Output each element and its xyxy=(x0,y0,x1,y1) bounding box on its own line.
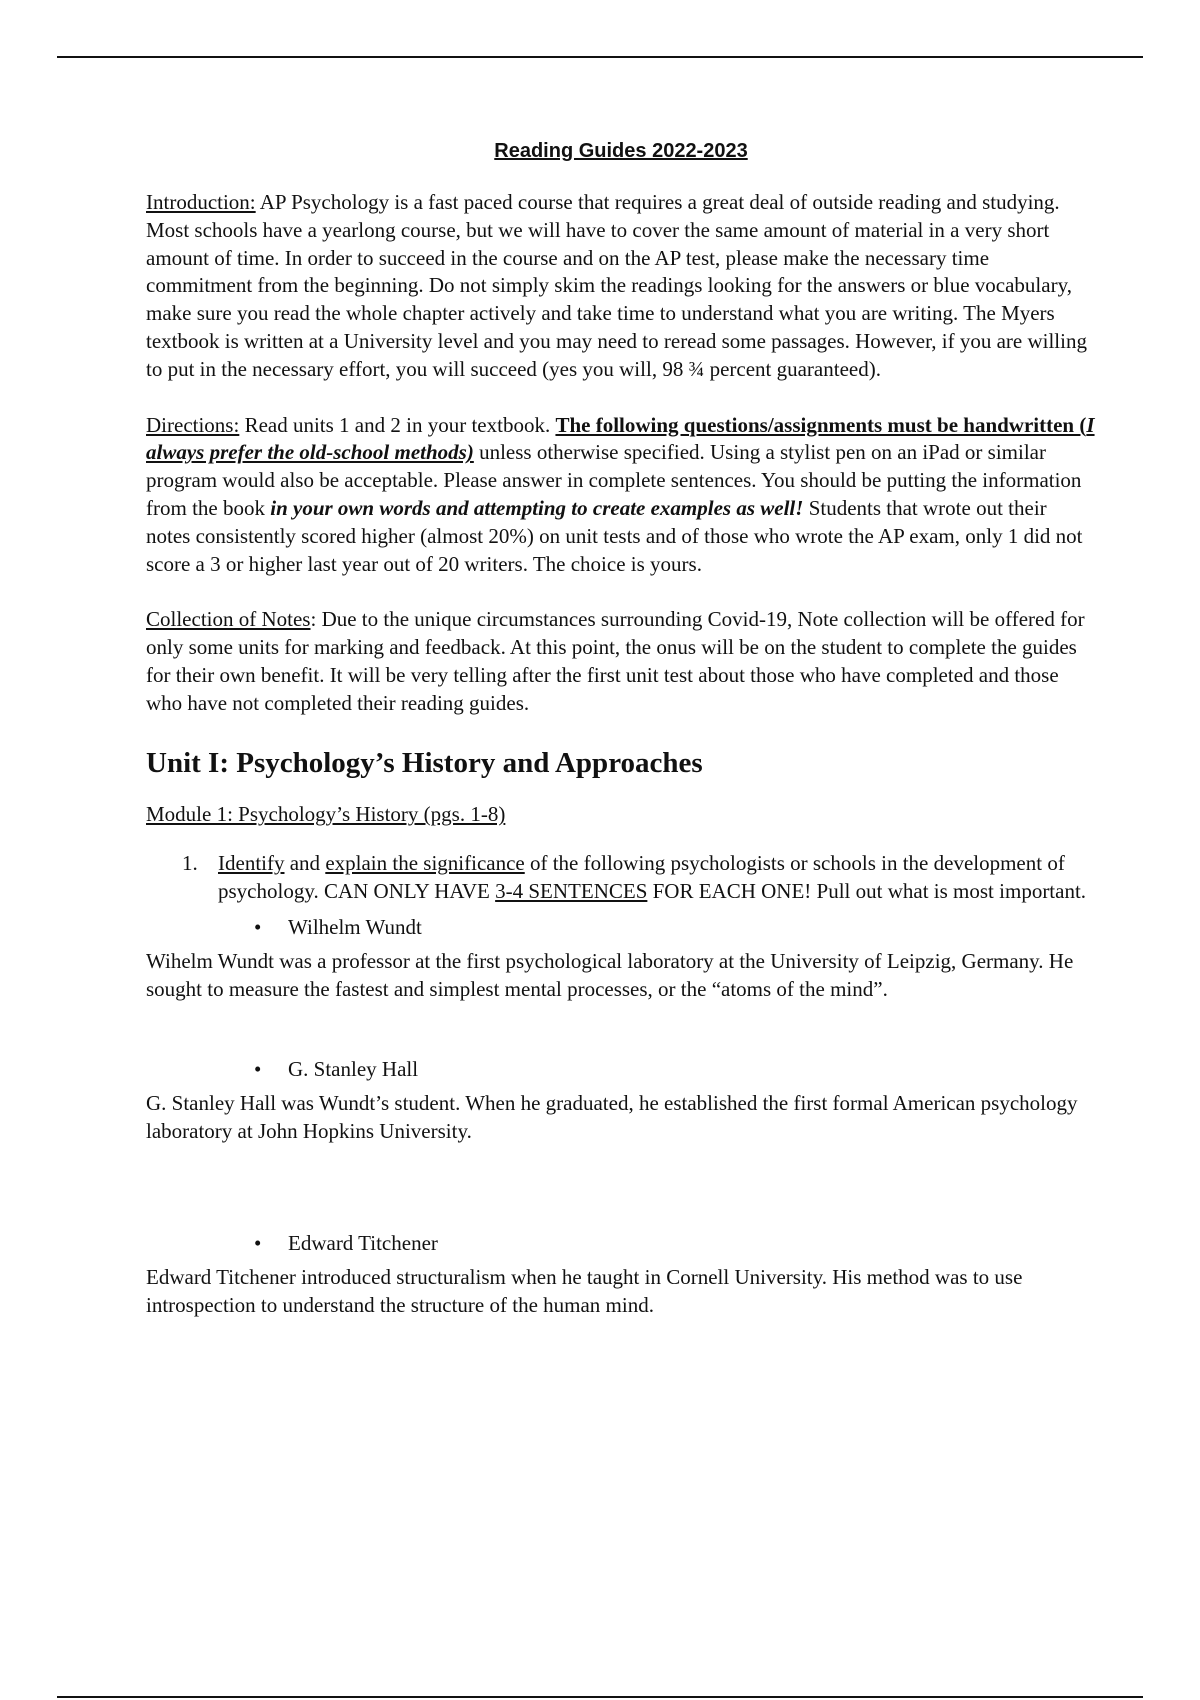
question-number: 1. xyxy=(182,851,198,876)
question-and: and xyxy=(284,851,326,876)
bullet-icon: • xyxy=(254,1057,262,1082)
bullet-item-hall xyxy=(146,1055,1096,1083)
introduction-text: AP Psychology is a fast paced course that requires a great deal of outside reading and studying. Most schools have a yearlong course, but we will have to cover the same amount of material in a very short amount of time. In order to succeed in the course and on the AP test, please make the necessary time commitment from the beginning. Do not simply skim the readings looking for the answers or blue vocabulary, make sure you read the whole chapter actively and take time to understand what you are writing. The Myers textbook is written at a University level and you may need to reread some passages. However, if you are willing to put in the necessary effort, you will succeed (yes you will, 98 ¾ percent guaranteed). xyxy=(146,190,1087,381)
question-sentences: 3-4 SENTENCES xyxy=(495,879,648,904)
question-explain: explain the significance xyxy=(325,851,525,876)
unit-heading: Unit I: Psychology’s History and Approaches xyxy=(146,746,703,779)
bullet-item-wundt xyxy=(146,913,1096,941)
answer-wundt: Wihelm Wundt was a professor at the first psychological laboratory at the University of Leipzig, Germany. He sought to measure the fastest and simplest mental processes, or the “atoms of the mind”. xyxy=(146,949,1074,1002)
answer-hall: G. Stanley Hall was Wundt’s student. When he graduated, he established the first formal American psychology laboratory at John Hopkins University. xyxy=(146,1091,1078,1144)
directions-own-words: in your own words and attempting to create examples as well! xyxy=(270,495,804,520)
directions-emphasis: The following questions/assignments must be handwritten ( xyxy=(555,412,1087,437)
bottom-rule xyxy=(57,1696,1143,1698)
answer-titchener: Edward Titchener introduced structuralism when he taught in Cornell University. His method was to use introspection to understand the structure of the human mind. xyxy=(146,1265,1023,1318)
psychologist-name: Wilhelm Wundt xyxy=(288,915,422,940)
directions-emphasis-italic: I always prefer the old-school methods) xyxy=(146,412,1095,465)
psychologist-name: G. Stanley Hall xyxy=(288,1057,419,1082)
question-identify: Identify xyxy=(218,851,285,876)
bullet-icon: • xyxy=(254,915,262,940)
top-rule xyxy=(57,56,1143,58)
introduction-paragraph xyxy=(146,189,1096,384)
module-heading: Module 1: Psychology’s History (pgs. 1-8) xyxy=(146,802,506,827)
question-text-2: FOR EACH ONE! Pull out what is most important. xyxy=(647,879,1087,904)
directions-text-2: unless otherwise specified. Using a stylist pen on an iPad or similar program would also be acceptable. Please answer in complete sentences. You should be putting the information from the book xyxy=(146,440,1082,520)
document-title: Reading Guides 2022-2023 xyxy=(494,140,748,162)
introduction-label: Introduction: xyxy=(146,190,256,214)
collection-text: : Due to the unique circumstances surrounding Covid-19, Note collection will be offered for only some units for marking and feedback. At this point, the onus will be on the student to complete the guides for their own benefit. It will be very telling after the first unit test about those who have completed and those who have not completed their reading guides. xyxy=(146,607,1085,715)
directions-label: Directions: xyxy=(146,412,240,437)
collection-label: Collection of Notes xyxy=(146,607,311,632)
collection-paragraph xyxy=(146,606,1096,717)
bullet-icon: • xyxy=(254,1231,262,1256)
directions-text-3: Students that wrote out their notes consistently scored higher (almost 20%) on unit tests and of those who wrote the AP exam, only 1 did not score a 3 or higher last year out of 20 writers. The choice is yours. xyxy=(146,495,1083,576)
question-text xyxy=(218,849,1096,905)
bullet-item-titchener xyxy=(146,1229,1096,1257)
directions-text-1: Read units 1 and 2 in your textbook. xyxy=(239,412,556,437)
directions-paragraph xyxy=(146,412,1096,579)
psychologist-name: Edward Titchener xyxy=(288,1231,438,1256)
question-text-1: of the following psychologists or schools in the development of psychology. CAN ONLY HAVE xyxy=(218,851,1065,904)
document-body xyxy=(146,140,1096,1319)
question-1 xyxy=(146,849,1096,905)
